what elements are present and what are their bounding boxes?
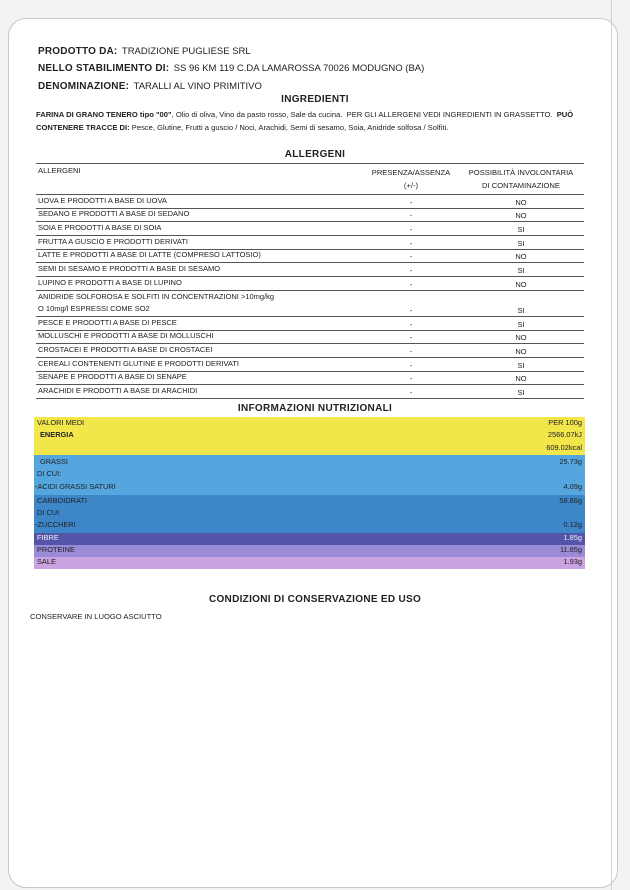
allergen-possibility: NO [515,211,527,221]
allergen-presence: - [409,252,413,262]
table-row [36,222,584,236]
col-presence [356,166,466,192]
table-row [36,209,584,223]
table-row [36,372,584,386]
conditions-title: CONDIZIONI DI CONSERVAZIONE ED USO [208,594,422,605]
allergen-possibility: SI [517,387,525,397]
producer-line [38,41,251,59]
saturated-value: 4.09g [563,482,582,491]
col-allergen: ALLERGENI [38,166,81,175]
plant-line [38,58,424,76]
allergen-possibility: NO [515,374,527,384]
allergen-presence: - [409,266,413,276]
allergen-possibility: SI [517,266,525,276]
denomination-value: TARALLI AL VINO PRIMITIVO [133,81,262,92]
allergen-presence: - [409,238,413,248]
traces-label: PUÒ CONTENERE TRACCE DI: [36,110,574,132]
col-possibility-label: POSSIBILITÀ INVOLONTARIA [468,168,574,177]
allergen-name: CROSTACEI E PRODOTTI A BASE DI CROSTACEI [38,344,213,354]
fibre-value: 1.85g [563,533,582,542]
allergen-possibility: SI [517,360,525,370]
page-edge-line [611,0,612,890]
fibre-row [34,533,585,545]
allergen-name: ANIDRIDE SOLFOROSA E SOLFITI IN CONCENTRAZIONI >10mg/kg O 10mg/l ESPRESSI COME SO2 [38,291,275,313]
allergens-table [36,163,584,399]
allergen-possibility: SI [517,238,525,248]
allergen-possibility: NO [515,279,527,289]
allergen-name: CEREALI CONTENENTI GLUTINE E PRODOTTI DERIVATI [38,358,239,368]
allergen-possibility: SI [517,305,525,315]
allergen-presence: - [409,346,413,356]
ingredients-note: PER GLI ALLERGENI VEDI INGREDIENTI IN GRASSETTO. [346,110,553,119]
allergen-possibility: NO [515,346,527,356]
allergen-name: SEMI DI SESAMO E PRODOTTI A BASE DI SESAMO [38,264,221,274]
allergen-possibility: NO [515,197,527,207]
allergen-presence: - [409,305,413,315]
table-row [36,291,584,317]
table-row [36,385,584,399]
header-label: VALORI MEDI [37,418,85,427]
protein-value: 11.85g [559,545,582,554]
carbs-of-which: DI CUI [37,508,60,517]
producer-value: TRADIZIONE PUGLIESE SRL [121,46,251,57]
nutrition-table [34,417,585,569]
allergen-name: ARACHIDI E PRODOTTI A BASE DI ARACHIDI [38,385,198,395]
salt-value: 1.93g [563,557,582,566]
allergen-presence: - [409,319,413,329]
fibre-label: FIBRE [37,533,59,542]
carbs-label: CARBOIDRATI [37,496,87,505]
fat-label: GRASSI [40,457,68,466]
allergen-presence: - [409,374,413,384]
allergen-possibility: NO [515,252,527,262]
table-row [36,358,584,372]
allergen-presence: - [409,225,413,235]
table-row [36,331,584,345]
fat-of-which: DI CUI: [37,469,62,478]
carbs-value: 58.86g [559,496,582,505]
allergen-name: SENAPE E PRODOTTI A BASE DI SENAPE [38,372,187,382]
salt-row [34,557,585,569]
salt-label: SALE [37,557,56,566]
col-presence-sub: (+/-) [403,181,419,190]
protein-row [34,545,585,557]
allergen-name: MOLLUSCHI E PRODOTTI A BASE DI MOLLUSCHI [38,331,214,341]
carbs-block [34,495,585,533]
allergen-name: LATTE E PRODOTTI A BASE DI LATTE (COMPRESO LATTOSIO) [38,250,261,260]
allergen-name: SOIA E PRODOTTI A BASE DI SOIA [38,223,162,233]
allergen-presence: - [409,387,413,397]
allergens-table-header [36,163,584,195]
energy-kj: 2566.07kJ [547,430,582,439]
denomination-label: DENOMINAZIONE: [38,81,130,92]
allergen-presence: - [409,211,413,221]
fat-block [34,455,585,495]
allergen-name: LUPINO E PRODOTTI A BASE DI LUPINO [38,277,182,287]
header-value: PER 100g [548,418,582,427]
allergen-presence: - [409,279,413,289]
nutrition-title: INFORMAZIONI NUTRIZIONALI [237,403,393,414]
plant-value: SS 96 KM 119 C.DA LAMAROSSA 70026 MODUGNO (BA) [173,63,425,74]
producer-label: PRODOTTO DA: [38,46,118,57]
protein-label: PROTEINE [37,545,75,554]
allergen-possibility: SI [517,225,525,235]
col-possibility [456,166,586,192]
energy-kcal: 609.02kcal [546,443,582,452]
ingredients-text [36,108,586,134]
allergen-name: SEDANO E PRODOTTI A BASE DI SEDANO [38,209,190,219]
allergen-presence: - [409,333,413,343]
col-possibility-sub: DI CONTAMINAZIONE [482,181,560,190]
table-row [36,344,584,358]
allergens-title: ALLERGENI [284,149,346,160]
sugars-label: -ZUCCHERI [35,520,76,529]
allergen-name: PESCE E PRODOTTI A BASE DI PESCE [38,317,177,327]
energy-block [34,417,585,455]
allergen-name: UOVA E PRODOTTI A BASE DI UOVA [38,195,167,205]
ingredients-rest: , Olio di oliva, Vino da pasto rosso, Sale da cucina. [171,110,343,119]
energy-label: ENERGIA [40,430,74,439]
table-row [36,236,584,250]
table-row [36,195,584,209]
col-presence-label: PRESENZA/ASSENZA [371,168,451,177]
table-row [36,263,584,277]
table-row [36,317,584,331]
allergen-possibility: NO [515,333,527,343]
allergen-presence: - [409,360,413,370]
traces-list: Pesce, Glutine, Frutti a guscio / Noci, Arachidi, Semi di sesamo, Soia, Anidride solfosa / Solfiti. [131,123,449,132]
ingredients-title: INGREDIENTI [281,94,349,105]
allergen-presence: - [409,197,413,207]
table-row [36,250,584,264]
saturated-label: -ACIDI GRASSI SATURI [35,482,116,491]
fat-value: 25.73g [559,457,582,466]
conditions-text: CONSERVARE IN LUOGO ASCIUTTO [30,612,162,621]
sugars-value: 0.12g [563,520,582,529]
table-row [36,277,584,291]
denomination-line [38,76,262,94]
plant-label: NELLO STABILIMENTO DI: [38,63,170,74]
allergen-name: FRUTTA A GUSCIO E PRODOTTI DERIVATI [38,236,189,246]
ingredients-flour: FARINA DI GRANO TENERO tipo "00" [36,110,172,119]
allergen-possibility: SI [517,319,525,329]
